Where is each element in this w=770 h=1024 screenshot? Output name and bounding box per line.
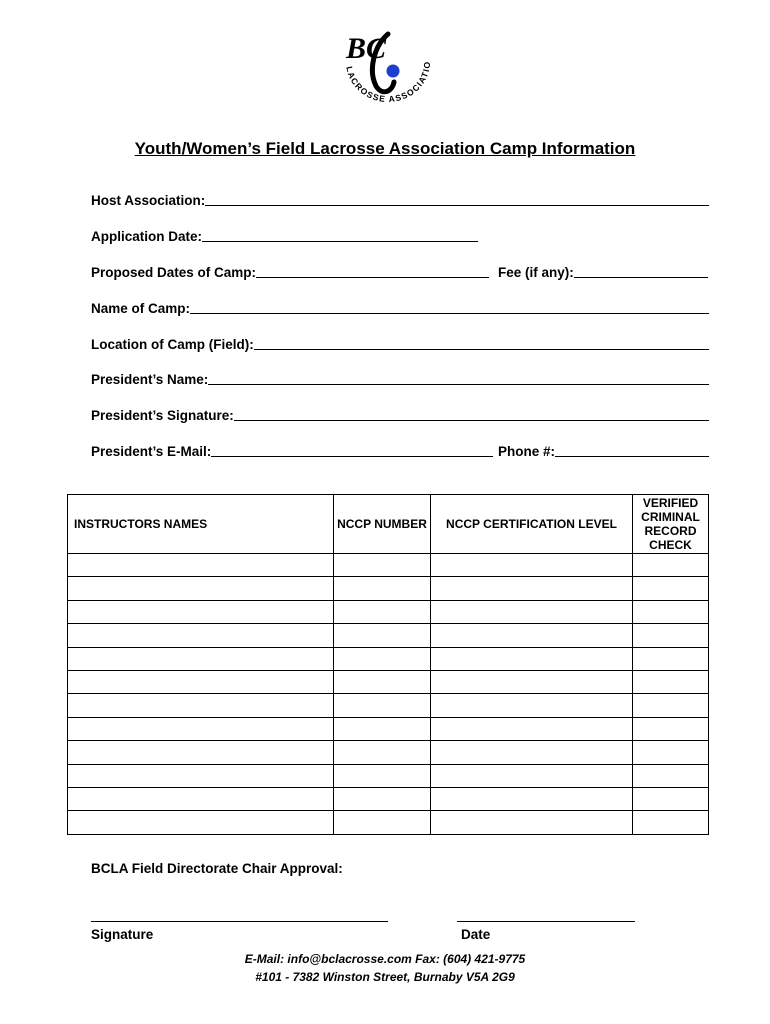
instructor-name-cell[interactable]: [68, 694, 334, 717]
location-line[interactable]: [254, 337, 709, 350]
page-title: Youth/Women’s Field Lacrosse Association Camp Information: [134, 139, 636, 158]
header-nccp-number: NCCP NUMBER: [334, 495, 431, 554]
nccp-number-cell[interactable]: [334, 554, 431, 577]
certification-level-cell[interactable]: [431, 554, 633, 577]
table-row: [68, 577, 709, 600]
criminal-record-check-cell[interactable]: [633, 624, 709, 647]
logo-ring-text: LACROSSE ASSOCIATIO: [344, 60, 433, 105]
application-date-field[interactable]: [91, 229, 478, 244]
header-instructors-names: INSTRUCTORS NAMES: [68, 495, 334, 554]
instructor-name-cell[interactable]: [68, 647, 334, 670]
certification-level-cell[interactable]: [431, 600, 633, 623]
instructor-name-cell[interactable]: [68, 787, 334, 810]
president-signature-label: President’s Signature:: [91, 408, 234, 423]
nccp-number-cell[interactable]: [334, 670, 431, 693]
certification-level-cell[interactable]: [431, 694, 633, 717]
president-name-field[interactable]: [91, 372, 709, 387]
table-row: [68, 600, 709, 623]
logo-mark: BC: [346, 32, 387, 65]
criminal-record-check-cell[interactable]: [633, 554, 709, 577]
nccp-number-cell[interactable]: [334, 717, 431, 740]
nccp-number-cell[interactable]: [334, 694, 431, 717]
phone-line[interactable]: [555, 444, 709, 457]
criminal-record-check-cell[interactable]: [633, 787, 709, 810]
criminal-record-check-cell[interactable]: [633, 670, 709, 693]
certification-level-cell[interactable]: [431, 764, 633, 787]
president-email-line[interactable]: [211, 444, 493, 457]
certification-level-cell[interactable]: [431, 647, 633, 670]
table-row: [68, 624, 709, 647]
location-label: Location of Camp (Field):: [91, 337, 254, 352]
table-row: [68, 764, 709, 787]
instructor-name-cell[interactable]: [68, 764, 334, 787]
instructors-table-body: [68, 554, 709, 835]
application-date-line[interactable]: [202, 229, 478, 242]
criminal-record-check-cell[interactable]: [633, 577, 709, 600]
table-row: [68, 811, 709, 834]
certification-level-cell[interactable]: [431, 670, 633, 693]
president-signature-line[interactable]: [234, 408, 709, 421]
nccp-number-cell[interactable]: [334, 811, 431, 834]
nccp-number-cell[interactable]: [334, 741, 431, 764]
president-email-field[interactable]: [91, 444, 493, 459]
nccp-number-cell[interactable]: [334, 787, 431, 810]
location-field[interactable]: [91, 337, 709, 352]
application-date-label: Application Date:: [91, 229, 203, 244]
nccp-number-cell[interactable]: [334, 647, 431, 670]
instructor-name-cell[interactable]: [68, 600, 334, 623]
phone-label: Phone #:: [498, 444, 556, 459]
phone-field[interactable]: [498, 444, 709, 459]
nccp-number-cell[interactable]: [334, 624, 431, 647]
instructor-name-cell[interactable]: [68, 717, 334, 740]
nccp-number-cell[interactable]: [334, 600, 431, 623]
fee-field[interactable]: [498, 265, 708, 280]
certification-level-cell[interactable]: [431, 787, 633, 810]
footer-contact: E-Mail: info@bclacrosse.com Fax: (604) 421-9775: [244, 952, 526, 966]
host-association-line[interactable]: [205, 193, 709, 206]
criminal-record-check-cell[interactable]: [633, 600, 709, 623]
proposed-dates-label: Proposed Dates of Camp:: [91, 265, 257, 280]
name-of-camp-line[interactable]: [190, 301, 709, 314]
table-row: [68, 554, 709, 577]
table-row: [68, 717, 709, 740]
instructors-table: [67, 494, 709, 835]
certification-level-cell[interactable]: [431, 717, 633, 740]
proposed-dates-line[interactable]: [256, 265, 489, 278]
table-row: [68, 787, 709, 810]
instructor-name-cell[interactable]: [68, 554, 334, 577]
host-association-field[interactable]: [91, 193, 709, 208]
nccp-number-cell[interactable]: [334, 764, 431, 787]
instructor-name-cell[interactable]: [68, 741, 334, 764]
instructor-name-cell[interactable]: [68, 624, 334, 647]
proposed-dates-field[interactable]: [91, 265, 489, 280]
table-row: [68, 694, 709, 717]
name-of-camp-field[interactable]: [91, 301, 709, 316]
host-association-label: Host Association:: [91, 193, 206, 208]
fee-label: Fee (if any):: [498, 265, 574, 280]
name-of-camp-label: Name of Camp:: [91, 301, 191, 316]
certification-level-cell[interactable]: [431, 577, 633, 600]
instructor-name-cell[interactable]: [68, 577, 334, 600]
criminal-record-check-cell[interactable]: [633, 647, 709, 670]
president-email-label: President’s E-Mail:: [91, 444, 212, 459]
signature-label: Signature: [91, 927, 154, 942]
header-verified-criminal-record-check: VERIFIED CRIMINAL RECORD CHECK: [633, 495, 709, 554]
table-row: [68, 647, 709, 670]
certification-level-cell[interactable]: [431, 811, 633, 834]
signature-line[interactable]: [91, 921, 388, 922]
instructor-name-cell[interactable]: [68, 811, 334, 834]
certification-level-cell[interactable]: [431, 624, 633, 647]
approval-heading: BCLA Field Directorate Chair Approval:: [91, 861, 343, 876]
criminal-record-check-cell[interactable]: [633, 811, 709, 834]
certification-level-cell[interactable]: [431, 741, 633, 764]
date-label: Date: [461, 927, 491, 942]
nccp-number-cell[interactable]: [334, 577, 431, 600]
table-row: [68, 741, 709, 764]
instructor-name-cell[interactable]: [68, 670, 334, 693]
president-name-line[interactable]: [208, 372, 709, 385]
ball-icon: [387, 65, 400, 78]
header-nccp-certification-level: NCCP CERTIFICATION LEVEL: [431, 495, 633, 554]
table-row: [68, 670, 709, 693]
fee-line[interactable]: [574, 265, 708, 278]
president-signature-field[interactable]: [91, 408, 709, 423]
criminal-record-check-cell[interactable]: [633, 717, 709, 740]
date-line[interactable]: [457, 921, 635, 922]
footer-address: #101 - 7382 Winston Street, Burnaby V5A 2G9: [255, 970, 515, 984]
criminal-record-check-cell[interactable]: [633, 741, 709, 764]
bcla-logo: [332, 26, 444, 108]
table-header-row: [68, 495, 709, 554]
president-name-label: President’s Name:: [91, 372, 209, 387]
criminal-record-check-cell[interactable]: [633, 694, 709, 717]
criminal-record-check-cell[interactable]: [633, 764, 709, 787]
